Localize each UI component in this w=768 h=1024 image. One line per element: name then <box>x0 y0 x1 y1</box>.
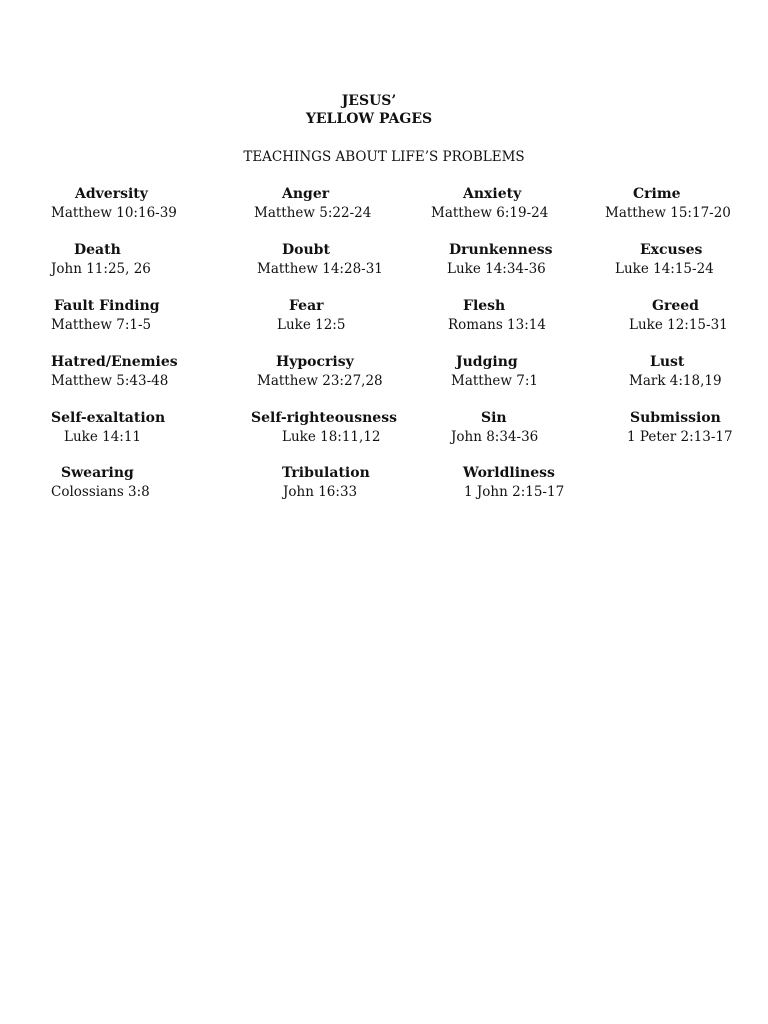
scripture-reference: Luke 14:34-36 <box>447 261 546 277</box>
scripture-reference: Matthew 5:22-24 <box>254 205 372 221</box>
scripture-reference: Matthew 6:19-24 <box>431 205 549 221</box>
topic-label: Hypocrisy <box>276 354 354 370</box>
topic-label: Anxiety <box>463 186 522 202</box>
scripture-reference: 1 Peter 2:13-17 <box>627 429 733 445</box>
topic-label: Swearing <box>61 465 134 481</box>
scripture-reference: John 8:34-36 <box>451 429 539 445</box>
topic-label: Death <box>74 242 121 258</box>
topic-label: Adversity <box>75 186 148 202</box>
topic-label: Submission <box>630 410 721 426</box>
scripture-reference: Luke 14:11 <box>64 429 142 445</box>
scripture-reference: John 11:25, 26 <box>51 261 151 277</box>
topic-label: Self-righteousness <box>251 410 397 426</box>
topic-label: Doubt <box>282 242 330 258</box>
scripture-reference: Luke 12:5 <box>277 317 346 333</box>
subtitle: TEACHINGS ABOUT LIFE’S PROBLEMS <box>243 149 525 165</box>
topic-label: Tribulation <box>282 465 370 481</box>
topic-label: Sin <box>481 410 507 426</box>
topic-label: Greed <box>652 298 699 314</box>
scripture-reference: Matthew 7:1-5 <box>51 317 152 333</box>
scripture-reference: Romans 13:14 <box>448 317 546 333</box>
title-line-1: JESUS’ <box>341 93 397 109</box>
topic-label: Crime <box>633 186 681 202</box>
scripture-reference: Matthew 14:28-31 <box>257 261 383 277</box>
scripture-reference: Matthew 5:43-48 <box>51 373 169 389</box>
topic-label: Anger <box>282 186 330 202</box>
scripture-reference: Luke 18:11,12 <box>282 429 381 445</box>
topic-label: Self-exaltation <box>51 410 166 426</box>
topic-label: Drunkenness <box>449 242 553 258</box>
title-line-2: YELLOW PAGES <box>305 111 433 127</box>
scripture-reference: Luke 14:15-24 <box>615 261 714 277</box>
topic-label: Fear <box>289 298 324 314</box>
scripture-reference: Luke 12:15-31 <box>629 317 728 333</box>
scripture-reference: Matthew 23:27,28 <box>257 373 383 389</box>
scripture-reference: Matthew 7:1 <box>451 373 538 389</box>
topic-label: Lust <box>650 354 685 370</box>
topic-label: Fault Finding <box>54 298 160 314</box>
scripture-reference: Mark 4:18,19 <box>629 373 722 389</box>
scripture-reference: John 16:33 <box>283 484 358 500</box>
topic-label: Judging <box>456 354 518 370</box>
topic-label: Worldliness <box>463 465 555 481</box>
topic-label: Hatred/Enemies <box>51 354 178 370</box>
topic-label: Flesh <box>463 298 506 314</box>
scripture-reference: Matthew 15:17-20 <box>605 205 731 221</box>
topic-label: Excuses <box>640 242 703 258</box>
scripture-reference: Matthew 10:16-39 <box>51 205 177 221</box>
scripture-reference: Colossians 3:8 <box>51 484 150 500</box>
scripture-reference: 1 John 2:15-17 <box>464 484 565 500</box>
